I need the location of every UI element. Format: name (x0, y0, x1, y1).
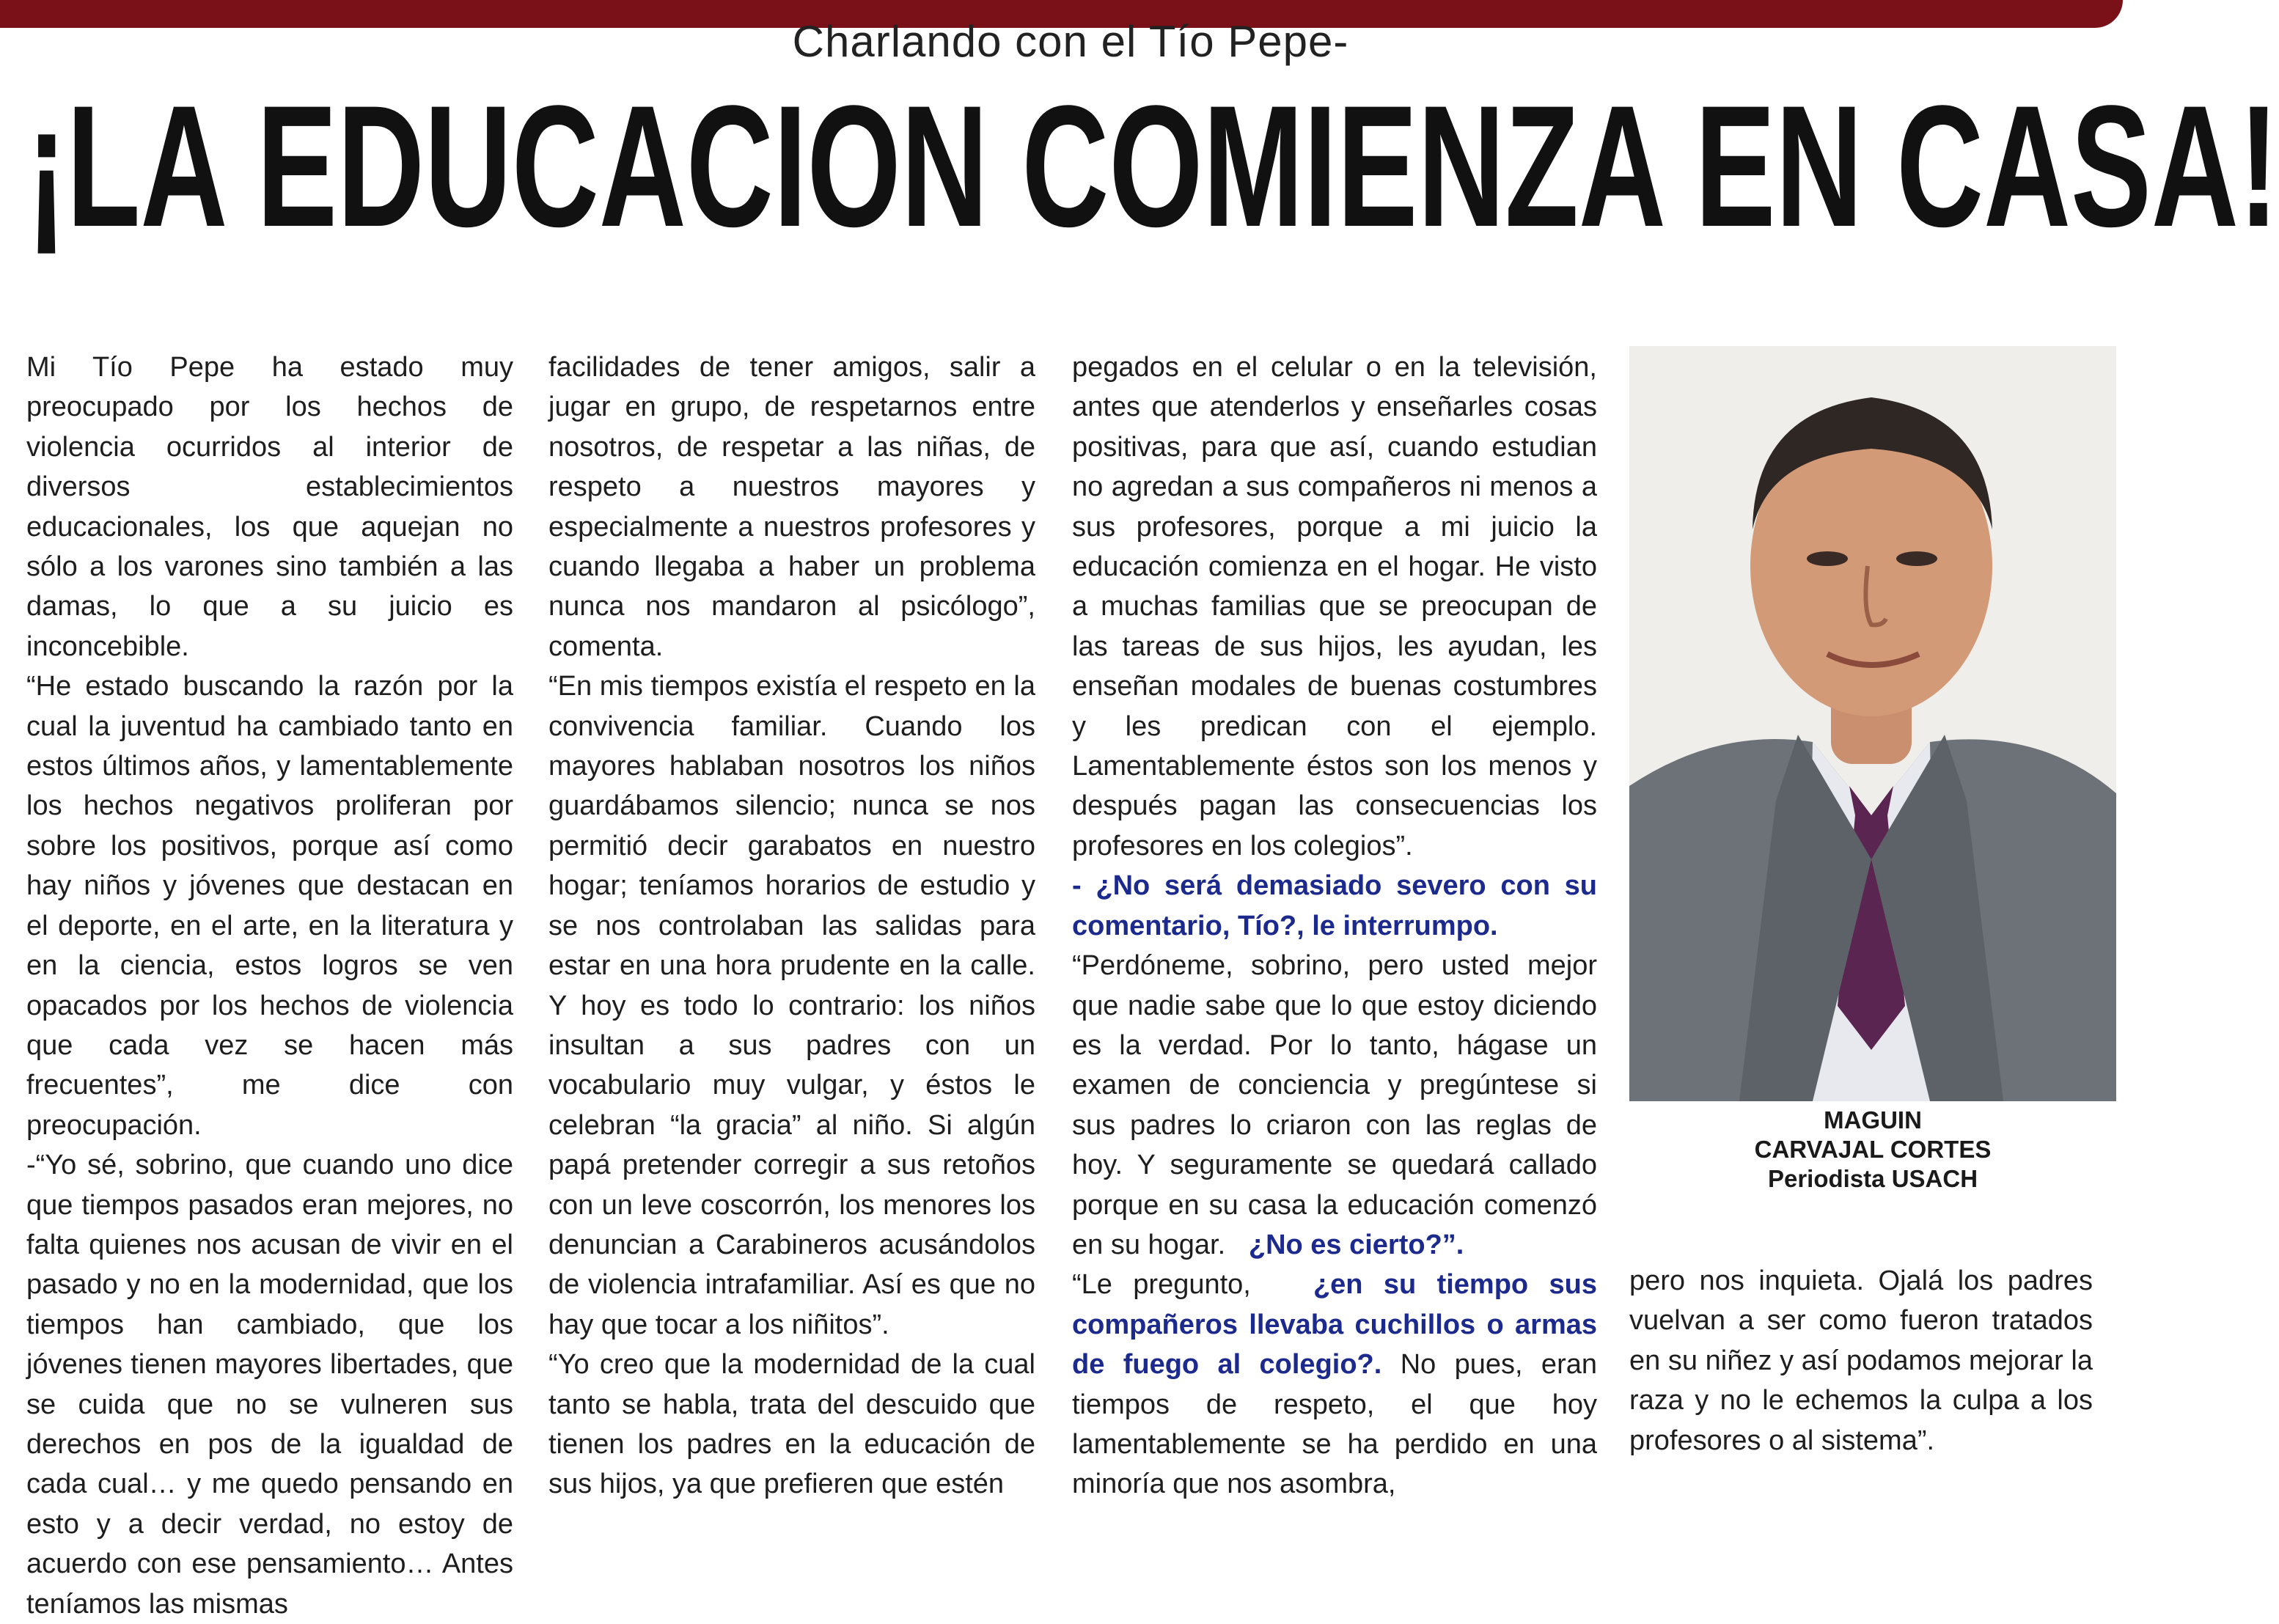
photo-caption (1629, 1106, 2116, 1194)
question-highlight: - ¿No será demasiado severo con su comentario, Tío?, le interrumpo. (1072, 870, 1597, 941)
paragraph: Mi Tío Pepe ha estado muy preocupado por los hechos de violencia ocurridos al interior de diversos establecimientos educacionales, los que aquejan no sólo a los varones sino también a las damas, lo que a su juicio es inconcebible. (26, 352, 513, 662)
portrait-illustration (1629, 346, 2116, 1101)
paragraph: -“Yo sé, sobrino, que cuando uno dice que tiempos pasados eran mejores, no falta quienes nos acusan de vivir en el pasado y no en la modernidad, que los tiempos han cambiado, que los jóvenes tienen mayores libertades, que se cuida que no se vulneren sus derechos en pos de la igualdad de cada cual… y me quedo pensando en esto y a decir verdad, no estoy de acuerdo con ese pensamiento… Antes teníamos las mismas (26, 1150, 513, 1620)
paragraph: “He estado buscando la razón por la cual la juventud ha cambiado tanto en estos últimos años, y lamentablemente los hechos negativos proliferan por sobre los positivos, porque así como hay niños y jóvenes que destacan en el deporte, en el arte, en la literatura y en la ciencia, estos logros se ven opacados por los hechos de violencia que cada vez se hacen más frecuentes”, me dice con preocupación. (26, 671, 513, 1141)
article-column-2 (548, 348, 1035, 1500)
paragraph-text: “Perdóneme, sobrino, pero usted mejor que nadie sabe que lo que estoy diciendo es la verdad. Por lo tanto, hágase un examen de conciencia y pregúntese si sus padres lo criaron con las reglas de hoy. Y seguramente se quedará callado porque en su casa la educación comenzó en su hogar. (1072, 950, 1597, 1260)
author-photo (1629, 346, 2116, 1101)
paragraph (1072, 1265, 1597, 1504)
paragraph-text: “Le pregunto, (1072, 1269, 1251, 1301)
paragraph: facilidades de tener amigos, salir a jugar en grupo, de respetarnos entre nosotros, de respetar a las niñas, de respeto a nuestros mayores y especialmente a nuestros profesores y cuando llegaba a haber un problema nunca nos mandaron al psicólogo”, comenta. (548, 352, 1035, 662)
paragraph: “Yo creo que la modernidad de la cual tanto se habla, trata del descuido que tienen los padres en la educación de sus hijos, ya que prefieren que estén (548, 1349, 1035, 1500)
article-column-3 (1072, 348, 1597, 1500)
paragraph (1072, 946, 1597, 1265)
author-surname: CARVAJAL CORTES (1754, 1136, 1992, 1163)
paragraph-text: No pues, eran tiempos de respeto, el que hoy lamentablemente se ha perdido en una minoría que nos asombra, (1072, 1349, 1597, 1500)
question-highlight: ¿en su tiempo sus compañeros llevaba cuchillos o armas de fuego al colegio?. (1072, 1269, 1597, 1381)
paragraph: “En mis tiempos existía el respeto en la convivencia familiar. Cuando los mayores hablaban nosotros los niños guardábamos silencio; nunca se nos permitió decir garabatos en nuestro hogar; teníamos horarios de estudio y se nos controlaban las salidas para estar en una hora prudente en la calle. Y hoy es todo lo contrario: los niños insultan a sus padres con un vocabulario muy vulgar, y éstos le celebran “la gracia” al niño. Si algún papá pretender corregir a sus retoños con un leve coscorrón, los menores los denuncian a Carabineros acusándolos de violencia intrafamiliar. Así es que no hay que tocar a los niñitos”. (548, 671, 1035, 1340)
author-role: Periodista USACH (1767, 1165, 1978, 1192)
article-column-1 (26, 348, 513, 1620)
article-column-4 (1629, 1261, 2093, 1481)
section-kicker: Charlando con el Tío Pepe- (792, 17, 1349, 66)
author-first-name: MAGUIN (1824, 1106, 1922, 1134)
question-highlight: ¿No es cierto?”. (1248, 1229, 1464, 1260)
headline: ¡LA EDUCACION COMIENZA EN CASA! (26, 70, 2279, 263)
paragraph: pegados en el celular o en la televisión, antes que atenderlos y enseñarles cosas positivas, para que así, cuando estudian no agredan a sus compañeros ni menos a sus profesores, porque a mi juicio la educación comienza en el hogar. He visto a muchas familias que se preocupan de las tareas de sus hijos, les ayudan, les enseñan modales de buenas costumbres y les predican con el ejemplo. Lamentablemente éstos son los menos y después pagan las consecuencias los profesores en los colegios”. (1072, 352, 1597, 861)
paragraph: pero nos inquieta. Ojalá los padres vuelvan a ser como fueron tratados en su niñez y así podamos mejorar la raza y no le echemos la culpa a los profesores o al sistema”. (1629, 1265, 2093, 1456)
